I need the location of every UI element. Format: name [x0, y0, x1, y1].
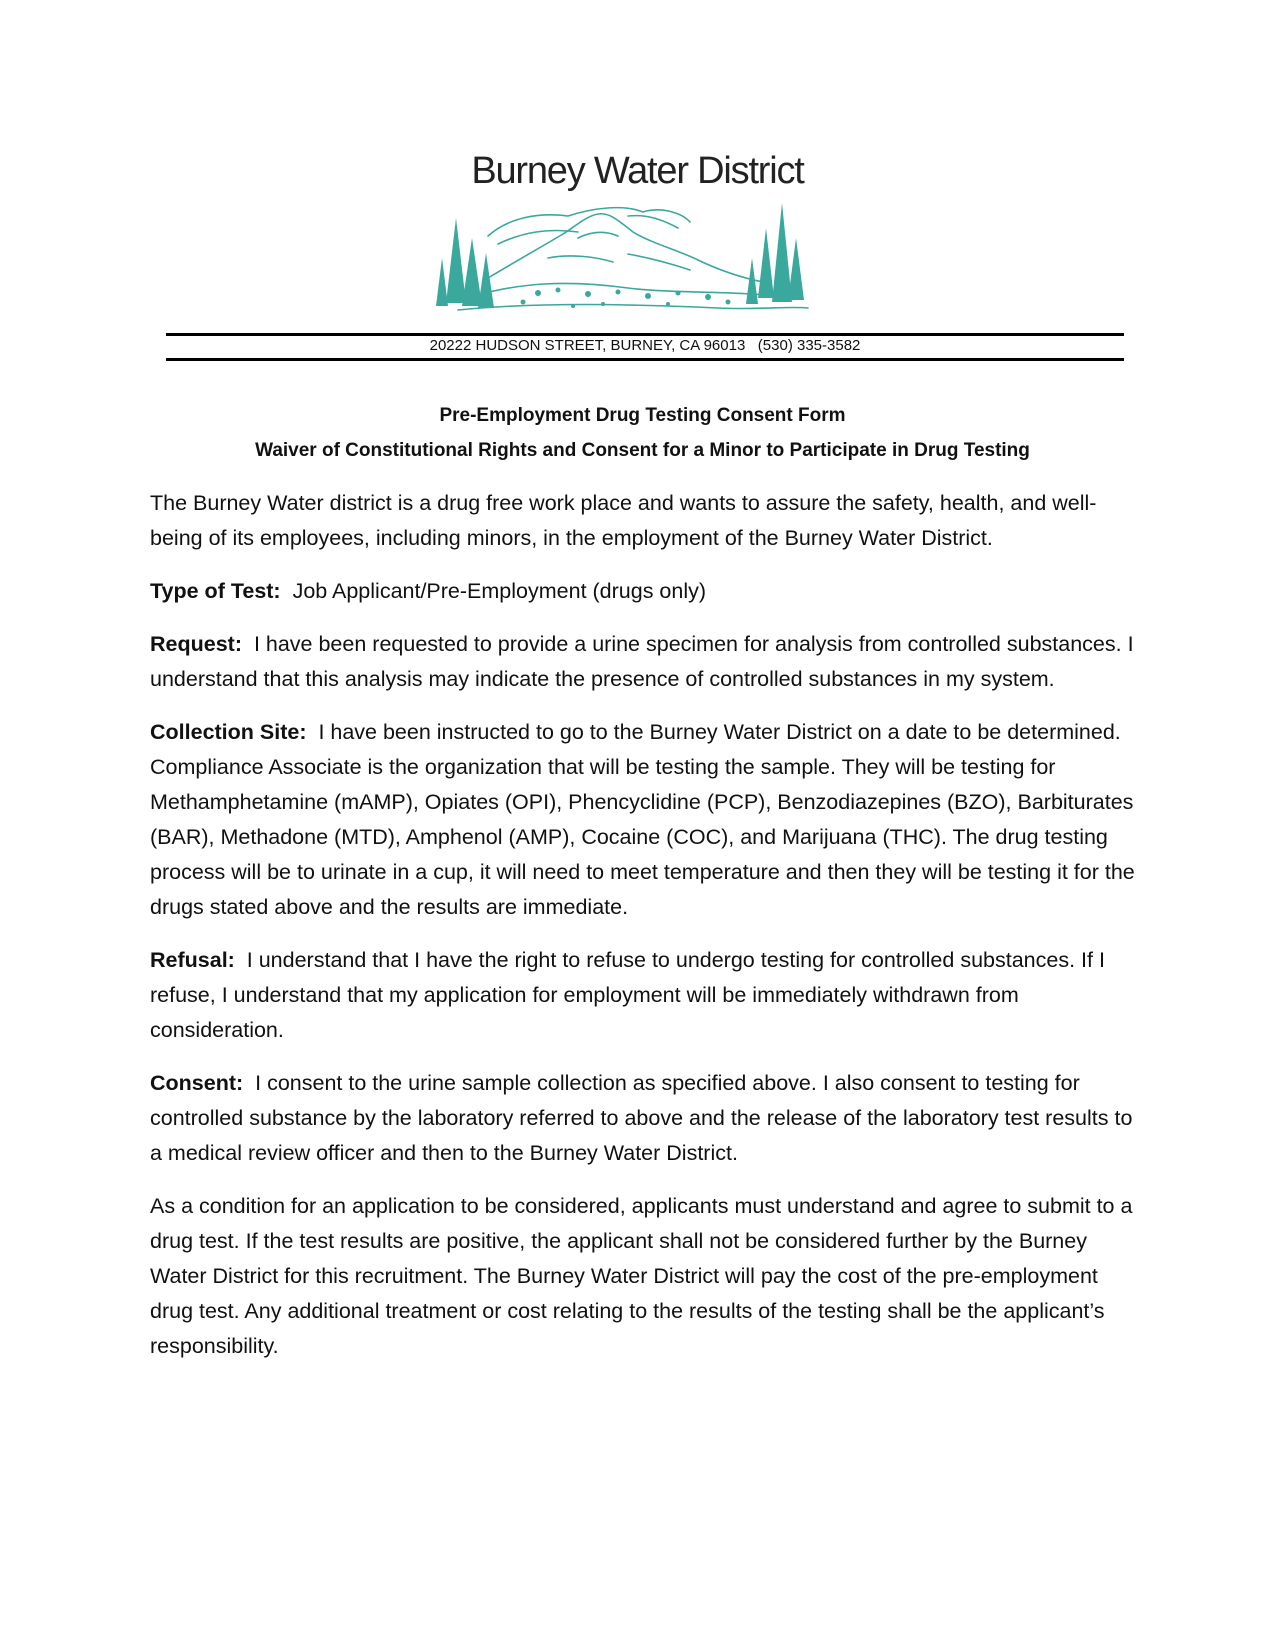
- section-refusal: [150, 943, 1135, 1048]
- section-type-of-test: [150, 574, 1135, 609]
- district-logo: [428, 198, 838, 318]
- closing-paragraph: As a condition for an application to be considered, applicants must understand and agree to submit to a drug test. If the test results are positive, the applicant shall not be considered further by the Burney Water District for this recruitment. The Burney Water District will pay the cost of the pre-employment drug test. Any additional treatment or cost relating to the results of the testing shall be the applicant’s responsibility.: [150, 1194, 1133, 1358]
- section-text: Job Applicant/Pre-Employment (drugs only): [292, 579, 707, 603]
- section-label: Consent:: [150, 1071, 244, 1095]
- form-title: Pre-Employment Drug Testing Consent Form: [439, 405, 846, 426]
- section-label: Type of Test:: [150, 579, 281, 603]
- form-body: [150, 398, 1135, 1364]
- section-collection-site: [150, 715, 1135, 925]
- address-line: 20222 HUDSON STREET, BURNEY, CA 96013 (530) 335-3582: [429, 337, 861, 354]
- section-label: Refusal:: [150, 948, 235, 972]
- section-text: I understand that I have the right to refuse to undergo testing for controlled substances. If I refuse, I understand that my application for employment will be immediately withdrawn from consideration.: [150, 948, 1105, 1042]
- intro-paragraph: The Burney Water district is a drug free work place and wants to assure the safety, health, and well-being of its employees, including minors, in the employment of the Burney Water District.: [150, 491, 1097, 550]
- section-label: Collection Site:: [150, 720, 307, 744]
- section-consent: [150, 1066, 1135, 1171]
- organization-name: Burney Water District: [471, 150, 804, 192]
- section-request: [150, 627, 1135, 697]
- form-subtitle: Waiver of Constitutional Rights and Consent for a Minor to Participate in Drug Testing: [255, 440, 1030, 461]
- mountain-landscape-logo-icon: [428, 198, 838, 318]
- section-label: Request:: [150, 632, 242, 656]
- section-text: I have been instructed to go to the Burney Water District on a date to be determined. Compliance Associate is the organization that will be testing the sample. They will be testing for Methamphetamine (mAMP), Opiates (OPI), Phencyclidine (PCP), Benzodiazepines (BZO), Barbiturates (BAR), Methadone (MTD), Amphenol (AMP), Cocaine (COC), and Marijuana (THC). The drug testing process will be to urinate in a cup, it will need to meet temperature and then they will be testing it for the drugs stated above and the results are immediate.: [150, 720, 1135, 919]
- section-text: I have been requested to provide a urine specimen for analysis from controlled substances. I understand that this analysis may indicate the presence of controlled substances in my system.: [150, 632, 1134, 691]
- letterhead-divider-bottom: [166, 358, 1124, 361]
- letterhead-divider-top: [166, 333, 1124, 336]
- section-text: I consent to the urine sample collection as specified above. I also consent to testing for controlled substance by the laboratory referred to above and the release of the laboratory test results to a medical review officer and then to the Burney Water District.: [150, 1071, 1133, 1165]
